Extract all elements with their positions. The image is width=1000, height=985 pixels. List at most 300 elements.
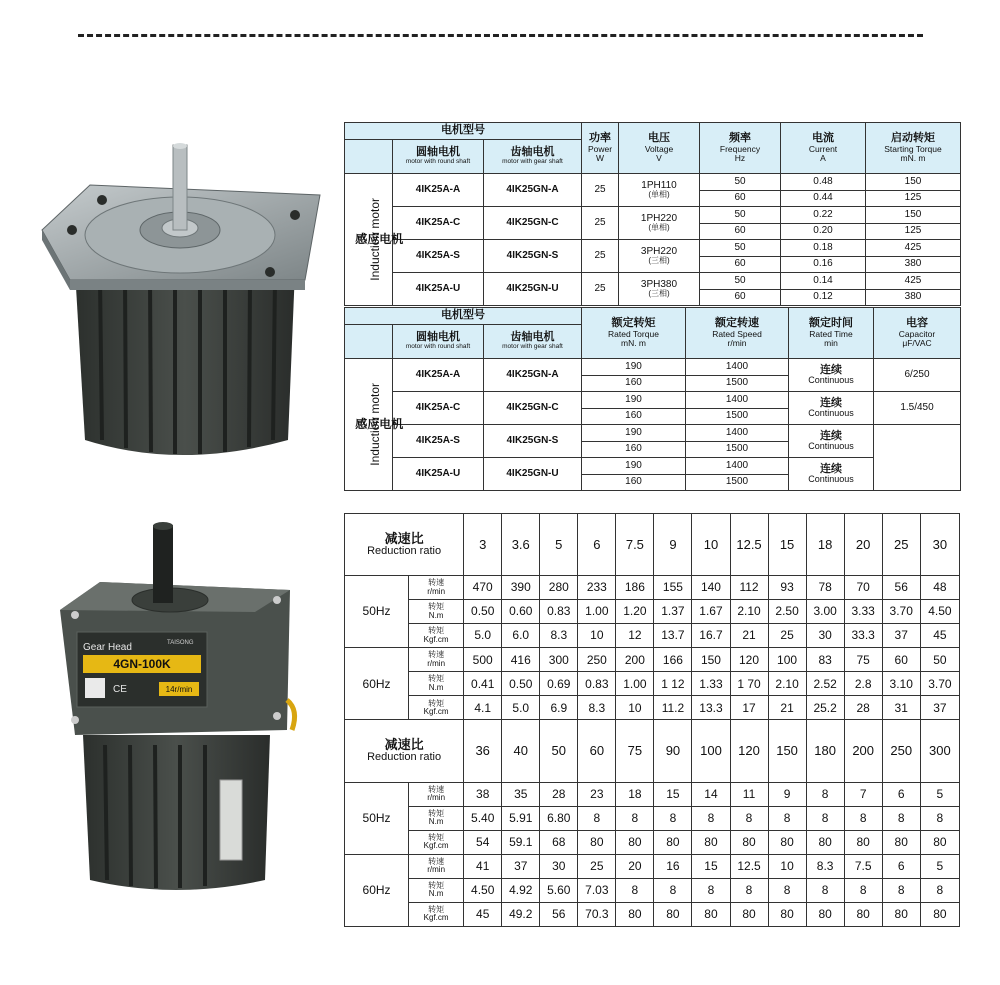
table-cell bbox=[781, 289, 866, 306]
table-row bbox=[345, 123, 961, 140]
ratio-table-value: 68 bbox=[552, 834, 566, 849]
table-cell bbox=[616, 672, 654, 696]
voltage-header: 电压 bbox=[648, 132, 670, 145]
table-cell bbox=[730, 696, 768, 720]
table-cell bbox=[654, 854, 692, 878]
model-round-shaft: 4IK25A-A bbox=[415, 183, 461, 195]
ratio-table-value: 300 bbox=[548, 652, 569, 667]
ratio-table-value: 14 bbox=[704, 786, 718, 801]
table-cell bbox=[686, 441, 789, 458]
table-cell bbox=[393, 425, 484, 458]
round-shaft-header-en-2: motor with round shaft bbox=[405, 342, 471, 350]
table-row bbox=[345, 359, 961, 376]
table-cell bbox=[730, 720, 768, 782]
table-cell bbox=[540, 854, 578, 878]
ratio-table-value: 15 bbox=[704, 858, 718, 873]
power-value: 25 bbox=[594, 282, 606, 294]
table-cell bbox=[619, 273, 700, 306]
ratio-table-value: 80 bbox=[780, 907, 794, 922]
table-cell bbox=[409, 806, 464, 830]
table-cell bbox=[768, 600, 806, 624]
ratio-table-value: 6.9 bbox=[550, 700, 568, 715]
table-cell bbox=[686, 458, 789, 475]
ratio-table-value: 0.60 bbox=[509, 604, 533, 619]
rated-torque-header-en: Rated Torque bbox=[608, 328, 659, 339]
table-cell bbox=[844, 624, 882, 648]
table-cell bbox=[654, 902, 692, 926]
table-cell bbox=[866, 256, 961, 273]
gearhead-label-model: 4GN-100K bbox=[113, 657, 171, 671]
rated-torque-value: 190 bbox=[625, 393, 642, 405]
ratio-table-value: 10 bbox=[590, 628, 604, 643]
table-cell bbox=[844, 576, 882, 600]
table-cell bbox=[502, 830, 540, 854]
current-value: 0.22 bbox=[813, 208, 833, 220]
table-cell bbox=[484, 392, 582, 425]
table-cell bbox=[768, 514, 806, 576]
ratio-table-value: 2.50 bbox=[775, 604, 799, 619]
voltage-value: 1PH220 bbox=[640, 212, 678, 224]
table-cell bbox=[502, 648, 540, 672]
table-cell bbox=[502, 576, 540, 600]
table-cell bbox=[654, 624, 692, 648]
row-label-cn: 转矩 bbox=[428, 674, 445, 684]
ratio-table-value: 8.3 bbox=[588, 700, 606, 715]
ratio-table-value: 1 70 bbox=[737, 676, 761, 691]
ratio-table-value: 30 bbox=[818, 628, 832, 643]
table-cell bbox=[654, 600, 692, 624]
table-cell bbox=[502, 696, 540, 720]
ratio-table-value: 3.00 bbox=[813, 604, 837, 619]
row-label-cn: 转矩 bbox=[428, 602, 445, 612]
row-label-unit: Kgf.cm bbox=[423, 841, 449, 851]
ratio-table-value: 93 bbox=[780, 580, 794, 595]
table-cell bbox=[700, 174, 781, 191]
table-cell bbox=[781, 240, 866, 257]
ratio-table-value: 45 bbox=[933, 628, 947, 643]
gear-shaft-header-2: 齿轴电机 bbox=[510, 331, 555, 344]
ratio-table-value: 1.00 bbox=[623, 676, 647, 691]
table-cell bbox=[882, 696, 920, 720]
rated-time-en: Continuous bbox=[808, 474, 854, 485]
torque-value: 425 bbox=[904, 241, 922, 253]
ratio-value: 5 bbox=[555, 536, 563, 552]
table-cell bbox=[409, 854, 464, 878]
current-value: 0.20 bbox=[813, 225, 833, 236]
table-cell bbox=[393, 140, 484, 174]
ratio-table-value: 8 bbox=[593, 810, 601, 825]
table-cell bbox=[345, 720, 464, 782]
rated-torque-value: 190 bbox=[625, 360, 642, 372]
table-cell bbox=[692, 854, 730, 878]
ratio-table-value: 0.50 bbox=[471, 604, 495, 619]
table-cell bbox=[578, 696, 616, 720]
rated-speed-value: 1500 bbox=[725, 443, 749, 454]
table-cell bbox=[409, 782, 464, 806]
rated-spec-table bbox=[344, 307, 961, 491]
table-cell bbox=[582, 359, 686, 376]
ratio-table-value: 35 bbox=[514, 786, 528, 801]
table-cell bbox=[882, 576, 920, 600]
table-cell bbox=[502, 854, 540, 878]
table-cell bbox=[806, 878, 844, 902]
table-cell bbox=[540, 720, 578, 782]
ratio-table-value: 80 bbox=[856, 834, 870, 849]
table-cell bbox=[686, 375, 789, 392]
ratio-table-value: 80 bbox=[818, 834, 832, 849]
table-cell bbox=[781, 174, 866, 191]
table-cell bbox=[844, 878, 882, 902]
table-cell bbox=[866, 223, 961, 240]
rated-time-en: Continuous bbox=[808, 408, 854, 419]
table-cell bbox=[700, 289, 781, 306]
table-cell bbox=[882, 624, 920, 648]
table-cell bbox=[616, 902, 654, 926]
table-row bbox=[345, 696, 960, 720]
table-cell bbox=[616, 830, 654, 854]
table-cell bbox=[540, 696, 578, 720]
torque-value: 125 bbox=[904, 192, 922, 203]
row-label-unit: N.m bbox=[428, 682, 444, 692]
row-label-cn: 转矩 bbox=[428, 905, 445, 914]
model-gear-shaft: 4IK25GN-U bbox=[506, 467, 559, 479]
table-cell bbox=[692, 576, 730, 600]
table-cell bbox=[616, 878, 654, 902]
table-cell bbox=[502, 806, 540, 830]
row-label-cn: 转矩 bbox=[428, 880, 445, 890]
ratio-table-value: 8 bbox=[707, 882, 715, 897]
table-cell bbox=[692, 720, 730, 782]
model-round-shaft: 4IK25A-C bbox=[415, 216, 461, 228]
rated-speed-value: 1500 bbox=[725, 410, 749, 421]
ratio-table-value: 50 bbox=[933, 652, 947, 667]
table-cell bbox=[806, 624, 844, 648]
ratio-value: 200 bbox=[852, 743, 875, 759]
rated-time-cn: 连续 bbox=[820, 462, 842, 475]
ratio-table-value: 5 bbox=[936, 786, 944, 801]
current-unit: A bbox=[820, 152, 826, 163]
table-cell bbox=[654, 878, 692, 902]
table-cell bbox=[686, 408, 789, 425]
table-cell bbox=[540, 806, 578, 830]
voltage-unit: V bbox=[656, 152, 662, 163]
table-cell bbox=[345, 648, 409, 720]
table-cell bbox=[345, 308, 582, 325]
table-cell bbox=[464, 624, 502, 648]
table-row bbox=[345, 174, 961, 191]
ratio-table-value: 80 bbox=[666, 907, 680, 922]
table-cell bbox=[866, 123, 961, 174]
table-cell bbox=[578, 720, 616, 782]
ratio-table-value: 11 bbox=[742, 786, 756, 801]
frequency-value: 50 bbox=[734, 208, 746, 220]
frequency-value: 50 bbox=[734, 274, 746, 286]
table-cell bbox=[409, 902, 464, 926]
table-cell bbox=[692, 514, 730, 576]
capacitor-empty bbox=[874, 425, 961, 491]
table-cell bbox=[768, 624, 806, 648]
rated-time-cn: 连续 bbox=[820, 363, 842, 376]
voltage-value: 3PH220 bbox=[640, 245, 678, 257]
row-label-cn: 转矩 bbox=[428, 626, 445, 636]
row-label-cn: 转速 bbox=[428, 856, 445, 866]
table-cell bbox=[874, 308, 961, 359]
side-label-cn: 感应电机 bbox=[355, 416, 404, 431]
ratio-table-value: 70.3 bbox=[585, 907, 609, 922]
table-cell bbox=[781, 223, 866, 240]
power-value: 25 bbox=[594, 183, 606, 195]
table-cell bbox=[768, 782, 806, 806]
table-row bbox=[345, 672, 960, 696]
ratio-table-value: 8 bbox=[897, 882, 905, 897]
table-cell bbox=[844, 696, 882, 720]
ratio-table-value: 31 bbox=[894, 700, 908, 715]
table-cell bbox=[866, 289, 961, 306]
frequency-header-en: Frequency bbox=[719, 143, 761, 154]
ratio-value: 10 bbox=[703, 536, 719, 552]
rated-speed-header: 额定转速 bbox=[715, 317, 759, 330]
ratio-table-value: 4.50 bbox=[471, 882, 495, 897]
ratio-table-value: 3.70 bbox=[928, 676, 952, 691]
rated-torque-header: 额定转矩 bbox=[611, 317, 656, 330]
ratio-table-value: 78 bbox=[818, 580, 832, 595]
ratio-value: 60 bbox=[589, 743, 605, 759]
table-cell bbox=[781, 190, 866, 207]
table-cell bbox=[806, 854, 844, 878]
ratio-value: 20 bbox=[855, 536, 871, 552]
torque-value: 380 bbox=[904, 291, 922, 302]
table-cell bbox=[540, 878, 578, 902]
row-label-unit: N.m bbox=[428, 817, 444, 827]
ratio-table-value: 41 bbox=[476, 858, 490, 873]
table-cell bbox=[464, 696, 502, 720]
ratio-table-value: 1.67 bbox=[699, 604, 723, 619]
frequency-value: 60 bbox=[734, 291, 746, 302]
table-cell bbox=[578, 514, 616, 576]
ratio-table-value: 112 bbox=[739, 580, 759, 595]
table-cell bbox=[409, 600, 464, 624]
table-cell bbox=[882, 648, 920, 672]
ratio-value: 9 bbox=[669, 536, 677, 552]
table-cell bbox=[540, 648, 578, 672]
table-cell bbox=[730, 672, 768, 696]
starting-torque-header-en: Starting Torque bbox=[884, 143, 942, 154]
table-cell bbox=[484, 240, 582, 273]
table-cell bbox=[345, 325, 393, 359]
row-label-cn: 转矩 bbox=[428, 808, 445, 818]
ratio-table-value: 186 bbox=[624, 580, 645, 595]
table-cell bbox=[616, 806, 654, 830]
table-row bbox=[345, 207, 961, 224]
power-header: 功率 bbox=[589, 132, 611, 145]
table-cell bbox=[692, 600, 730, 624]
ratio-table-value: 155 bbox=[662, 580, 683, 595]
table-row bbox=[345, 458, 961, 475]
table-cell bbox=[578, 902, 616, 926]
ratio-value: 7.5 bbox=[625, 536, 644, 552]
table-cell bbox=[540, 624, 578, 648]
table-cell bbox=[806, 830, 844, 854]
table-cell bbox=[484, 207, 582, 240]
frequency-value: 60 bbox=[734, 225, 746, 236]
voltage-value: 1PH110 bbox=[641, 179, 677, 191]
table-cell bbox=[616, 782, 654, 806]
ratio-table-value: 48 bbox=[933, 580, 947, 595]
table-cell bbox=[882, 902, 920, 926]
model-group-header: 电机型号 bbox=[441, 124, 485, 137]
ratio-table-value: 3.33 bbox=[851, 604, 875, 619]
table-cell bbox=[409, 696, 464, 720]
rated-time-en: Continuous bbox=[808, 441, 854, 452]
table-cell bbox=[882, 514, 920, 576]
table-cell bbox=[409, 878, 464, 902]
torque-value: 425 bbox=[904, 274, 922, 286]
ratio-table-value: 2.10 bbox=[737, 604, 761, 619]
table-cell bbox=[781, 256, 866, 273]
table-row bbox=[345, 830, 960, 854]
ratio-value: 75 bbox=[627, 743, 643, 759]
torque-value: 150 bbox=[904, 175, 922, 187]
starting-torque-header: 启动转矩 bbox=[891, 132, 935, 145]
table-cell bbox=[393, 458, 484, 491]
table-cell bbox=[616, 854, 654, 878]
row-label-unit: Kgf.cm bbox=[423, 913, 449, 923]
table-cell bbox=[393, 240, 484, 273]
table-cell bbox=[806, 648, 844, 672]
ratio-value: 3.6 bbox=[511, 536, 530, 552]
table-cell bbox=[730, 782, 768, 806]
voltage-phase: (单相) bbox=[648, 223, 670, 233]
ratio-table-value: 2.8 bbox=[854, 676, 872, 691]
table-cell bbox=[806, 806, 844, 830]
table-cell bbox=[700, 240, 781, 257]
table-cell bbox=[409, 672, 464, 696]
rated-torque-value: 190 bbox=[625, 459, 642, 471]
rated-torque-value: 190 bbox=[625, 426, 642, 438]
table-row bbox=[345, 273, 961, 290]
table-cell bbox=[409, 830, 464, 854]
table-cell bbox=[345, 359, 404, 491]
table-cell bbox=[393, 325, 484, 359]
model-gear-shaft: 4IK25GN-S bbox=[506, 434, 559, 446]
table-cell bbox=[578, 830, 616, 854]
ratio-table-value: 8 bbox=[669, 882, 677, 897]
table-cell bbox=[345, 576, 409, 648]
ratio-table-value: 140 bbox=[700, 580, 721, 595]
ratio-table-value: 16.7 bbox=[699, 628, 723, 643]
ratio-table-value: 5.0 bbox=[474, 628, 492, 643]
voltage-header-en: Voltage bbox=[644, 143, 674, 154]
ratio-table-value: 470 bbox=[472, 580, 493, 595]
ratio-table-value: 80 bbox=[704, 834, 718, 849]
row-label-cn: 转速 bbox=[428, 578, 445, 588]
ratio-table-value: 280 bbox=[548, 580, 569, 595]
table-cell bbox=[502, 720, 540, 782]
table-cell bbox=[866, 273, 961, 290]
model-round-shaft: 4IK25A-U bbox=[415, 282, 461, 294]
table-cell bbox=[700, 256, 781, 273]
table-cell bbox=[464, 672, 502, 696]
table-cell bbox=[730, 576, 768, 600]
table-cell bbox=[502, 878, 540, 902]
ratio-table-value: 28 bbox=[552, 786, 566, 801]
ratio-table-value: 6 bbox=[897, 786, 905, 801]
ratio-table-value: 500 bbox=[472, 652, 493, 667]
table-cell bbox=[619, 207, 700, 240]
table-cell bbox=[582, 207, 619, 240]
table-cell bbox=[616, 720, 654, 782]
table-cell bbox=[920, 902, 959, 926]
ratio-table-value: 8 bbox=[707, 810, 715, 825]
table-row bbox=[345, 720, 960, 782]
ratio-table-value: 5.91 bbox=[509, 810, 533, 825]
table-cell bbox=[409, 648, 464, 672]
table-cell bbox=[578, 806, 616, 830]
ratio-table-value: 80 bbox=[742, 907, 756, 922]
rated-time-cn: 连续 bbox=[820, 429, 842, 442]
table-cell bbox=[619, 240, 700, 273]
table-cell bbox=[692, 806, 730, 830]
table-cell bbox=[654, 830, 692, 854]
ratio-table-value: 15 bbox=[666, 786, 680, 801]
rated-speed-value: 1400 bbox=[725, 360, 749, 372]
table-cell bbox=[393, 207, 484, 240]
table-cell bbox=[866, 207, 961, 224]
ratio-value: 50 bbox=[551, 743, 567, 759]
voltage-phase: (三相) bbox=[648, 289, 670, 299]
table-cell bbox=[345, 854, 409, 926]
table-cell bbox=[700, 190, 781, 207]
table-cell bbox=[582, 441, 686, 458]
table-cell bbox=[781, 273, 866, 290]
table-cell bbox=[844, 830, 882, 854]
table-cell bbox=[730, 854, 768, 878]
table-cell bbox=[393, 392, 484, 425]
rated-speed-value: 1400 bbox=[725, 459, 749, 471]
table-cell bbox=[768, 806, 806, 830]
table-cell bbox=[578, 600, 616, 624]
table-row bbox=[345, 902, 960, 926]
table-row bbox=[345, 782, 960, 806]
ratio-table-value: 5 bbox=[936, 858, 944, 873]
power-header-en: Power bbox=[587, 143, 613, 154]
rated-torque-unit: mN. m bbox=[620, 337, 647, 348]
power-value: 25 bbox=[594, 249, 606, 261]
current-value: 0.12 bbox=[813, 291, 833, 302]
gear-shaft-header: 齿轴电机 bbox=[510, 146, 555, 159]
table-cell bbox=[409, 624, 464, 648]
table-cell bbox=[789, 308, 874, 359]
ratio-table-value: 80 bbox=[856, 907, 870, 922]
table-cell bbox=[484, 425, 582, 458]
capacitor-value: 6/250 bbox=[904, 368, 930, 380]
ratio-table-value: 13.7 bbox=[661, 628, 685, 643]
ratio-value: 180 bbox=[814, 743, 836, 759]
table-cell bbox=[920, 624, 959, 648]
ratio-table-value: 12.5 bbox=[737, 858, 761, 873]
table-cell bbox=[920, 514, 959, 576]
table-cell bbox=[393, 273, 484, 306]
ratio-table-value: 20 bbox=[628, 858, 642, 873]
ratio-table-value: 80 bbox=[742, 834, 756, 849]
ratio-table-value: 80 bbox=[704, 907, 718, 922]
table-cell bbox=[582, 375, 686, 392]
table-cell bbox=[502, 514, 540, 576]
table-cell bbox=[920, 806, 959, 830]
capacitor-value: 1.5/450 bbox=[900, 401, 934, 413]
table-cell bbox=[484, 273, 582, 306]
table-cell bbox=[806, 514, 844, 576]
